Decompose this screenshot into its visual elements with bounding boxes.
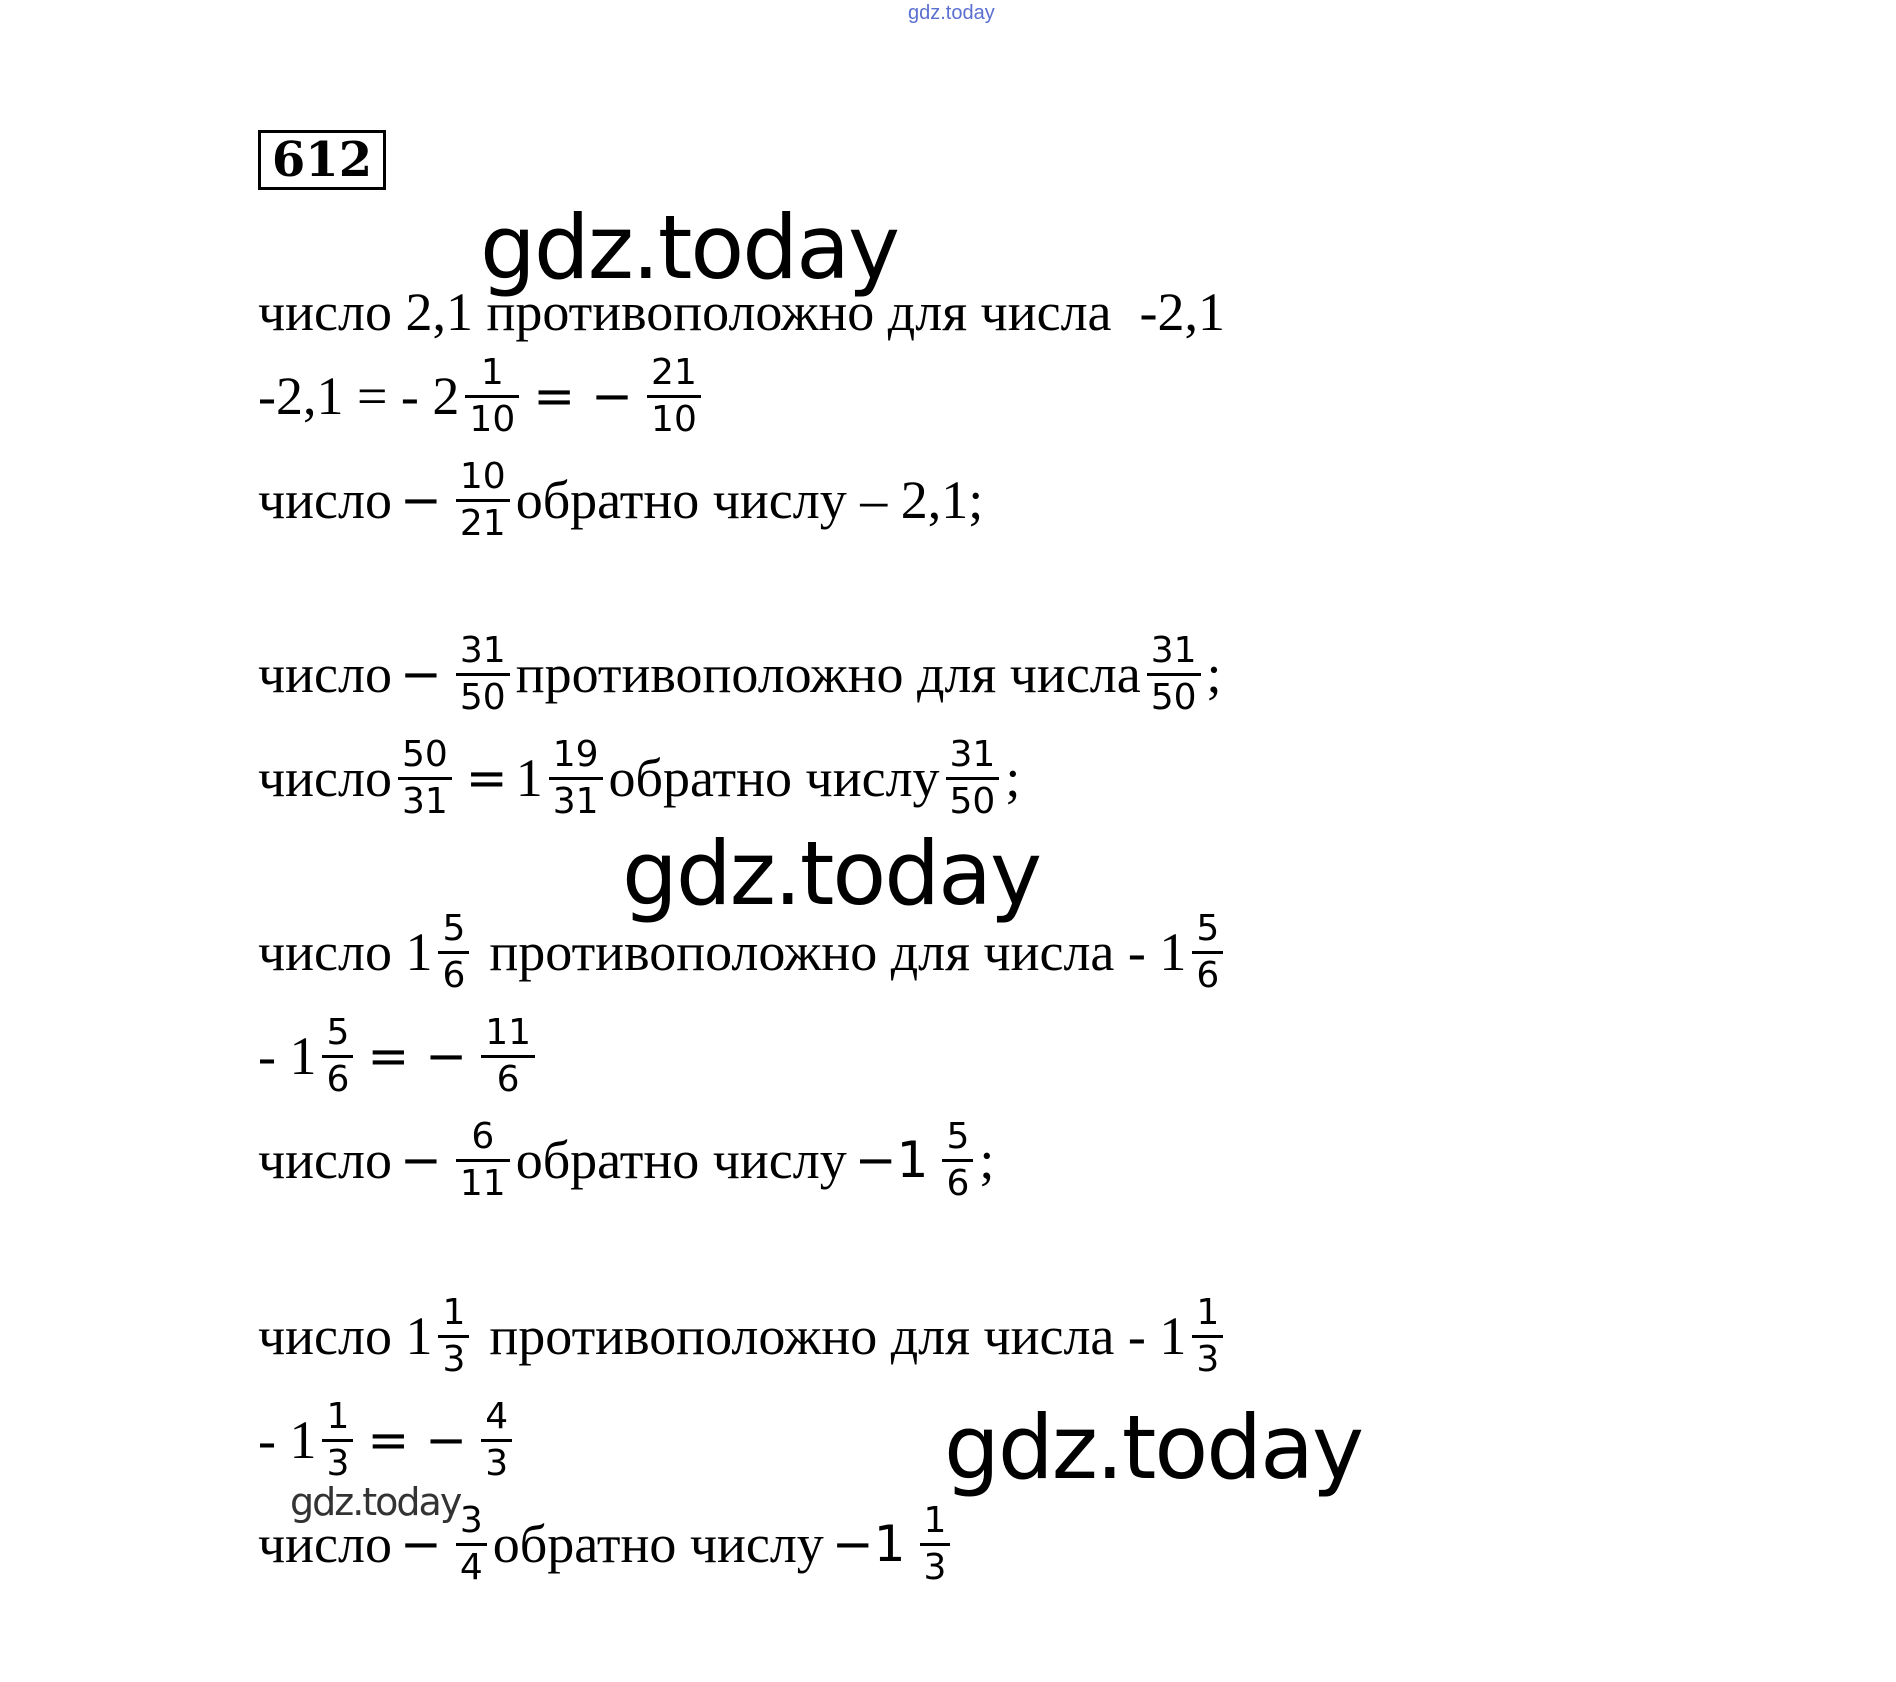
fraction-bar <box>456 1543 487 1546</box>
fraction <box>322 1397 353 1484</box>
denominator: 21 <box>459 502 506 544</box>
denominator: 6 <box>1196 954 1220 996</box>
mixed-number-whole: −1 <box>854 1131 929 1189</box>
denominator: 3 <box>923 1546 947 1588</box>
fraction <box>456 631 510 718</box>
fraction <box>322 1013 353 1100</box>
line-1-text: число 2,1 противоположно для числа <box>258 282 1112 342</box>
line-5-text-2: обратно числу <box>608 748 940 808</box>
line-8-text: число <box>258 1130 392 1190</box>
fraction <box>647 353 701 440</box>
numerator: 4 <box>485 1395 509 1437</box>
fraction <box>398 735 452 822</box>
fraction-bar <box>920 1543 951 1546</box>
watermark: gdz.today <box>622 822 1041 925</box>
line-5-text: число <box>258 748 392 808</box>
line-3-text-2: обратно числу – 2,1; <box>515 470 984 530</box>
fraction-bar <box>946 777 1000 780</box>
denominator: 50 <box>1150 676 1197 718</box>
line-6 <box>258 892 1229 1012</box>
minus-sign: − <box>399 1131 442 1189</box>
numerator: 10 <box>459 455 506 497</box>
numerator: 31 <box>459 629 506 671</box>
watermark-top: gdz.today <box>908 2 995 24</box>
fraction <box>1147 631 1201 718</box>
line-8 <box>258 1100 994 1220</box>
numerator: 5 <box>1196 907 1220 949</box>
numerator: 1 <box>923 1499 947 1541</box>
fraction-bar <box>322 1055 353 1058</box>
numerator: 19 <box>552 733 599 775</box>
line-4-text-2: противоположно для числа <box>515 644 1141 704</box>
watermark: gdz.today <box>944 1396 1363 1499</box>
denominator: 6 <box>496 1058 520 1100</box>
minus-sign: − <box>399 1515 442 1573</box>
numerator: 21 <box>651 351 697 393</box>
fraction <box>456 1501 487 1588</box>
denominator: 50 <box>949 780 996 822</box>
line-3 <box>258 440 983 560</box>
fraction-bar <box>647 395 701 398</box>
line-8-text-2: обратно числу <box>515 1130 847 1190</box>
line-3-text: число <box>258 470 392 530</box>
fraction-bar <box>456 1159 510 1162</box>
numerator: 31 <box>949 733 996 775</box>
fraction-bar <box>481 1055 535 1058</box>
fraction <box>438 909 469 996</box>
fraction <box>920 1501 951 1588</box>
denominator: 10 <box>469 398 516 440</box>
line-9 <box>258 1276 1229 1396</box>
fraction-bar <box>438 951 469 954</box>
numerator: 1 <box>1196 1291 1220 1333</box>
denominator: 6 <box>326 1058 350 1100</box>
numerator: 5 <box>946 1115 970 1157</box>
mixed-number-whole: −1 <box>831 1515 906 1573</box>
fraction <box>1192 909 1223 996</box>
equals-sign: = <box>533 367 576 425</box>
fraction <box>456 1117 510 1204</box>
equals-sign: = <box>367 1027 410 1085</box>
equals-sign: = <box>465 749 508 807</box>
fraction-bar <box>549 777 603 780</box>
equals-sign: = <box>367 1411 410 1469</box>
numerator: 5 <box>326 1011 350 1053</box>
whole-part: 1 <box>515 748 543 808</box>
numerator: 50 <box>401 733 448 775</box>
numerator: 31 <box>1150 629 1197 671</box>
fraction-bar <box>322 1439 353 1442</box>
denominator: 50 <box>459 676 506 718</box>
denominator: 31 <box>552 780 599 822</box>
denominator: 6 <box>442 954 466 996</box>
line-5 <box>258 718 1020 838</box>
fraction-bar <box>481 1439 512 1442</box>
problem-number: 612 <box>258 130 386 190</box>
minus-sign: − <box>591 367 634 425</box>
fraction-bar <box>456 673 510 676</box>
line-11-text-2: обратно числу <box>492 1514 824 1574</box>
numerator: 6 <box>471 1115 495 1157</box>
numerator: 1 <box>326 1395 350 1437</box>
line-2-text: -2,1 = - 2 <box>258 366 460 426</box>
denominator: 10 <box>651 398 697 440</box>
fraction-bar <box>465 395 519 398</box>
fraction <box>456 457 510 544</box>
line-4 <box>258 614 1222 734</box>
fraction <box>549 735 603 822</box>
fraction-bar <box>942 1159 973 1162</box>
denominator: 31 <box>401 780 448 822</box>
fraction <box>946 735 1000 822</box>
line-6-text-2: противоположно для числа - 1 <box>489 922 1187 982</box>
line-9-text: число 1 <box>258 1306 433 1366</box>
denominator: 11 <box>459 1162 506 1204</box>
line-1-value: -2,1 <box>1139 282 1225 342</box>
numerator: 1 <box>480 351 504 393</box>
semicolon: ; <box>1005 748 1021 808</box>
line-10-text: - 1 <box>258 1410 317 1470</box>
fraction <box>481 1397 512 1484</box>
denominator: 4 <box>459 1546 483 1588</box>
fraction <box>1192 1293 1223 1380</box>
fraction <box>465 353 519 440</box>
watermark-small: gdz.today <box>290 1480 461 1524</box>
numerator: 3 <box>459 1499 483 1541</box>
numerator: 5 <box>442 907 466 949</box>
line-6-text: число 1 <box>258 922 433 982</box>
minus-sign: − <box>399 471 442 529</box>
semicolon: ; <box>979 1130 995 1190</box>
denominator: 3 <box>442 1338 466 1380</box>
line-2 <box>258 336 707 456</box>
line-11 <box>258 1484 956 1604</box>
fraction <box>481 1013 535 1100</box>
minus-sign: − <box>425 1027 468 1085</box>
fraction <box>438 1293 469 1380</box>
fraction-bar <box>1147 673 1201 676</box>
line-4-text: число <box>258 644 392 704</box>
line-9-text-2: противоположно для числа - 1 <box>489 1306 1187 1366</box>
semicolon: ; <box>1206 644 1222 704</box>
minus-sign: − <box>399 645 442 703</box>
fraction-bar <box>1192 1335 1223 1338</box>
numerator: 11 <box>485 1011 532 1053</box>
fraction-bar <box>1192 951 1223 954</box>
minus-sign: − <box>425 1411 468 1469</box>
denominator: 3 <box>326 1442 350 1484</box>
watermark: gdz.today <box>480 196 899 299</box>
line-11-text: число <box>258 1514 392 1574</box>
line-7 <box>258 996 541 1116</box>
denominator: 3 <box>1196 1338 1220 1380</box>
line-7-text: - 1 <box>258 1026 317 1086</box>
fraction-bar <box>456 499 510 502</box>
fraction-bar <box>398 777 452 780</box>
denominator: 6 <box>946 1162 970 1204</box>
fraction <box>942 1117 973 1204</box>
numerator: 1 <box>442 1291 466 1333</box>
fraction-bar <box>438 1335 469 1338</box>
denominator: 3 <box>485 1442 509 1484</box>
